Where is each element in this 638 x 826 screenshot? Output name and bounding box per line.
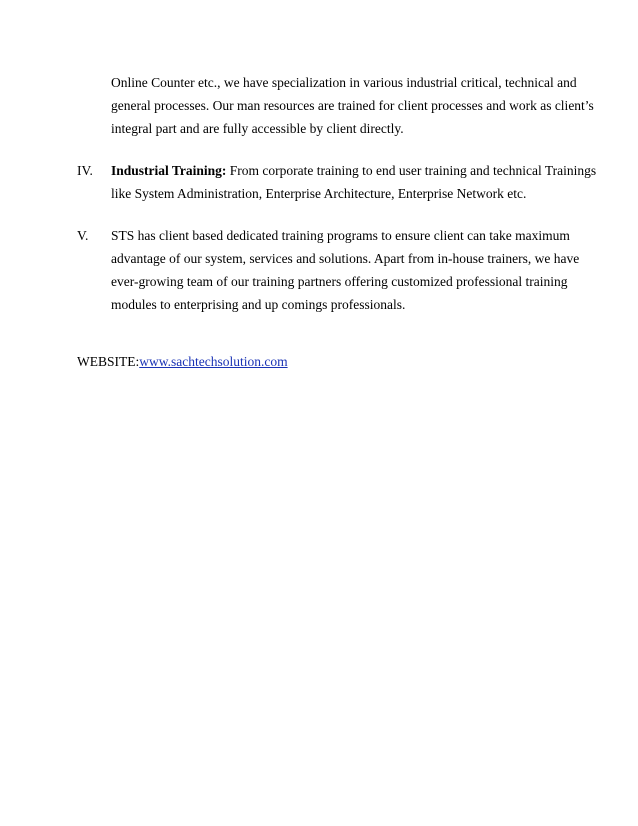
item-line: modules to enterprising and up comings professionals.: [111, 297, 406, 312]
website-line: [77, 350, 288, 373]
item-number: V.: [77, 228, 89, 243]
item-line: STS has client based dedicated training programs to ensure client can take maximum: [111, 228, 570, 243]
intro-paragraph: [111, 71, 594, 140]
intro-line: Online Counter etc., we have specialization in various industrial critical, technical and: [111, 75, 577, 90]
item-number: IV.: [77, 163, 93, 178]
item-line: advantage of our system, services and solutions. Apart from in-house trainers, we have: [111, 251, 580, 266]
website-link[interactable]: www.sachtechsolution.com: [139, 354, 288, 369]
item-body: [111, 224, 580, 316]
item-heading-continuation: From corporate training to end user training and technical Trainings: [226, 163, 597, 178]
intro-line: integral part and are fully accessible by client directly.: [111, 121, 404, 136]
item-line: like System Administration, Enterprise Architecture, Enterprise Network etc.: [111, 186, 527, 201]
item-heading: Industrial Training:: [111, 163, 227, 178]
item-line: ever-growing team of our training partners offering customized professional training: [111, 274, 568, 289]
intro-line: general processes. Our man resources are trained for client processes and work as client’s: [111, 98, 594, 113]
website-label: WEBSITE:: [77, 354, 140, 369]
item-line: [111, 159, 597, 182]
item-body: [111, 159, 597, 205]
